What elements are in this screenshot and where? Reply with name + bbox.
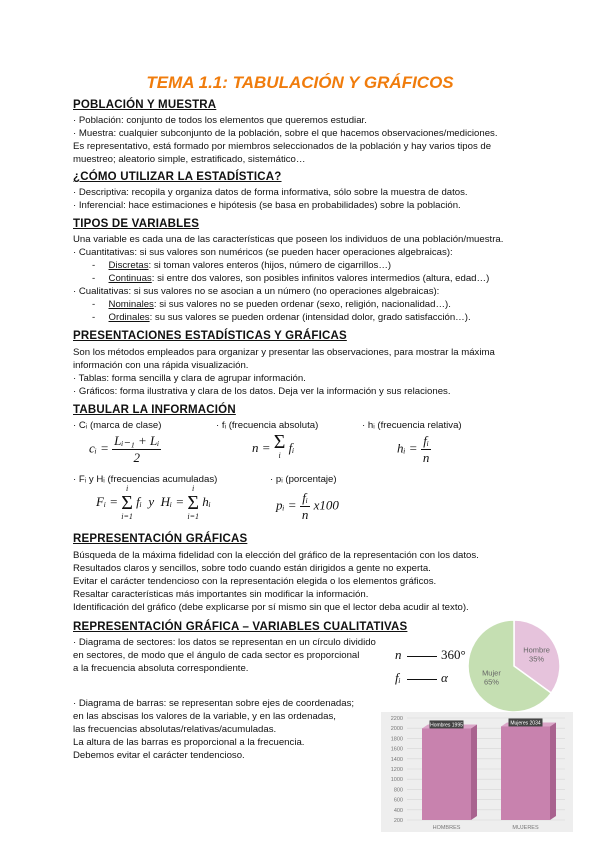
text-line: las frecuencias absolutas/relativas/acumuladas. <box>73 724 277 735</box>
eq-360: 360° <box>441 647 466 662</box>
pie-label-pct: 65% <box>483 677 499 687</box>
text-line: Identificación del gráfico (debe explicarse por sí mismo sin que el lector deba acudir al texto). <box>73 602 469 613</box>
formula-frecuencia-absoluta: n = Σ i fᵢ <box>252 431 295 460</box>
text-line: Son los métodos empleados para organizar y presentar las observaciones, para mostrar la máxima <box>73 347 495 358</box>
text-line: en sectores, de modo que el ángulo de cada sector es proporcional <box>73 650 360 661</box>
text-line: en las abscisas los valores de la variable, y en las ordenadas, <box>73 711 336 722</box>
bar-hombres <box>422 728 471 820</box>
text-line: · Descriptiva: recopila y organiza datos de forma informativa, sólo sobre la muestra de datos. <box>73 187 468 198</box>
bar-side <box>471 724 477 820</box>
heading-tabular: TABULAR LA INFORMACIÓN <box>73 404 236 416</box>
y-tick-label: 1200 <box>390 767 403 773</box>
text-line: La altura de las barras es proporcional a la frecuencia. <box>73 737 305 748</box>
y-tick-label: 200 <box>393 818 403 824</box>
text-line: · Cuantitativas: si sus valores son numéricos (se pueden hacer operaciones algebraicas): <box>73 247 453 258</box>
heading-tipos-variables: TIPOS DE VARIABLES <box>73 218 200 230</box>
text-line: · Población: conjunto de todos los elementos que queremos estudiar. <box>73 115 367 126</box>
text-line: · Tablas: forma sencilla y clara de agrupar información. <box>73 373 306 384</box>
text-line: muestreo; aleatorio simple, estratificado, sistemático… <box>73 154 306 165</box>
text-line: · Gráficos: forma ilustrativa y clara de los datos. Deja ver la información y sus relaciones. <box>73 386 451 397</box>
data-label: Mujeres 2034 <box>510 720 541 727</box>
y-tick-label: 1800 <box>390 736 403 743</box>
list-item: - Ordinales: su sus valores se pueden ordenar (intensidad dolor, grado satisfacción…). <box>92 312 471 323</box>
bar-chart <box>381 712 573 832</box>
x-tick-label: MUJERES <box>512 825 539 831</box>
list-item: - Discretas: si toman valores enteros (hijos, número de cigarrillos…) <box>92 260 392 271</box>
page-title: TEMA 1.1: TABULACIÓN Y GRÁFICOS <box>146 73 454 92</box>
y-tick-label: 2200 <box>390 716 403 722</box>
text-line: información con una rápida visualización. <box>73 360 249 371</box>
y-tick-label: 1600 <box>390 746 403 753</box>
formula-porcentaje: pᵢ = $\frac{\text{fᵢ}}{n}$ x100 <box>276 490 339 522</box>
label-marca-clase: · Cᵢ (marca de clase) <box>73 420 162 431</box>
pie-chart <box>466 618 562 714</box>
y-tick-label: 800 <box>393 787 403 794</box>
text-line: a la frecuencia absoluta correspondiente. <box>73 663 249 674</box>
eq-fi: fᵢ <box>395 670 401 685</box>
formula-frecuencias-acumuladas: Fᵢ = i Σ i=1 fᵢ y Hᵢ = i Σ i=1 hᵢ <box>96 484 211 521</box>
formula-frecuencia-relativa: hᵢ = $\frac{\text{fᵢ}}{n}$ <box>397 433 430 465</box>
pie-label-name: Hombre <box>523 645 550 655</box>
eq-dash <box>407 679 437 680</box>
heading-como-utilizar: ¿CÓMO UTILIZAR LA ESTADÍSTICA? <box>73 171 282 183</box>
y-tick-label: 600 <box>393 797 403 804</box>
text-line: Búsqueda de la máxima fidelidad con la elección del gráfico de la representación con los datos. <box>73 550 479 561</box>
y-tick-label: 1400 <box>390 756 403 763</box>
data-label: Hombres 1995 <box>430 722 463 729</box>
eq-alpha: α <box>441 670 448 685</box>
text-line: · Muestra: cualquier subconjunto de la población, sobre el que hacemos observaciones/mediciones. <box>73 128 498 139</box>
eq-dash <box>407 656 437 657</box>
pie-label-pct: 35% <box>529 654 545 664</box>
heading-presentaciones: PRESENTACIONES ESTADÍSTICAS Y GRÁFICAS <box>73 330 347 342</box>
heading-variables-cualitativas: REPRESENTACIÓN GRÁFICA – VARIABLES CUALITATIVAS <box>73 621 408 633</box>
text-line: · Diagrama de sectores: los datos se representan en un círculo dividido <box>73 637 376 648</box>
x-tick-label: HOMBRES <box>432 825 461 831</box>
text-line: Es representativo, está formado por miembros seleccionados de la población y hay varios tipos de <box>73 141 492 152</box>
label-frecuencias-acumuladas: · Fᵢ y Hᵢ (frecuencias acumuladas) <box>73 474 218 485</box>
y-tick-label: 400 <box>393 807 403 814</box>
heading-representacion-graficas: REPRESENTACIÓN GRÁFICAS <box>73 533 248 545</box>
eq-n: n <box>395 647 402 662</box>
bar-mujeres <box>501 726 550 820</box>
y-tick-label: 2000 <box>390 726 403 733</box>
y-tick-label: 1000 <box>390 777 403 784</box>
label-frecuencia-absoluta: · fᵢ (frecuencia absoluta) <box>216 420 319 431</box>
list-item: - Nominales: si sus valores no se pueden ordenar (sexo, religión, nacionalidad…). <box>92 299 451 310</box>
list-item: - Continuas: si entre dos valores, son posibles infinitos valores intermedios (altura, edad…) <box>92 273 490 284</box>
text-line: Resultados claros y sencillos, sobre todo cuando están dirigidos a gente no experta. <box>73 563 431 574</box>
heading-poblacion-muestra: POBLACIÓN Y MUESTRA <box>73 99 217 111</box>
text-line: Resaltar características más importantes sin modificar la información. <box>73 589 369 600</box>
text-line: Debemos evitar el carácter tendencioso. <box>73 750 245 761</box>
bar-side <box>550 722 556 820</box>
label-frecuencia-relativa: · hᵢ (frecuencia relativa) <box>362 420 462 431</box>
text-line: · Diagrama de barras: se representan sobre ejes de coordenadas; <box>73 698 355 709</box>
text-line: Evitar el carácter tendencioso con la representación elegida o los elementos gráficos. <box>73 576 437 587</box>
text-line: · Cualitativas: si sus valores no se asocian a un número (no operaciones algebraicas): <box>73 286 440 297</box>
text-line: · Inferencial: hace estimaciones e hipótesis (se basa en probabilidades) sobre la población. <box>73 200 461 211</box>
label-porcentaje: · pᵢ (porcentaje) <box>270 474 337 485</box>
text-line: Una variable es cada una de las características que poseen los individuos de una población/muestra. <box>73 234 504 245</box>
pie-label-name: Mujer <box>482 668 501 678</box>
formula-marca-clase: cᵢ = $\frac{\text{Lᵢ₋₁ + Lᵢ}}{2}$ <box>89 433 160 465</box>
